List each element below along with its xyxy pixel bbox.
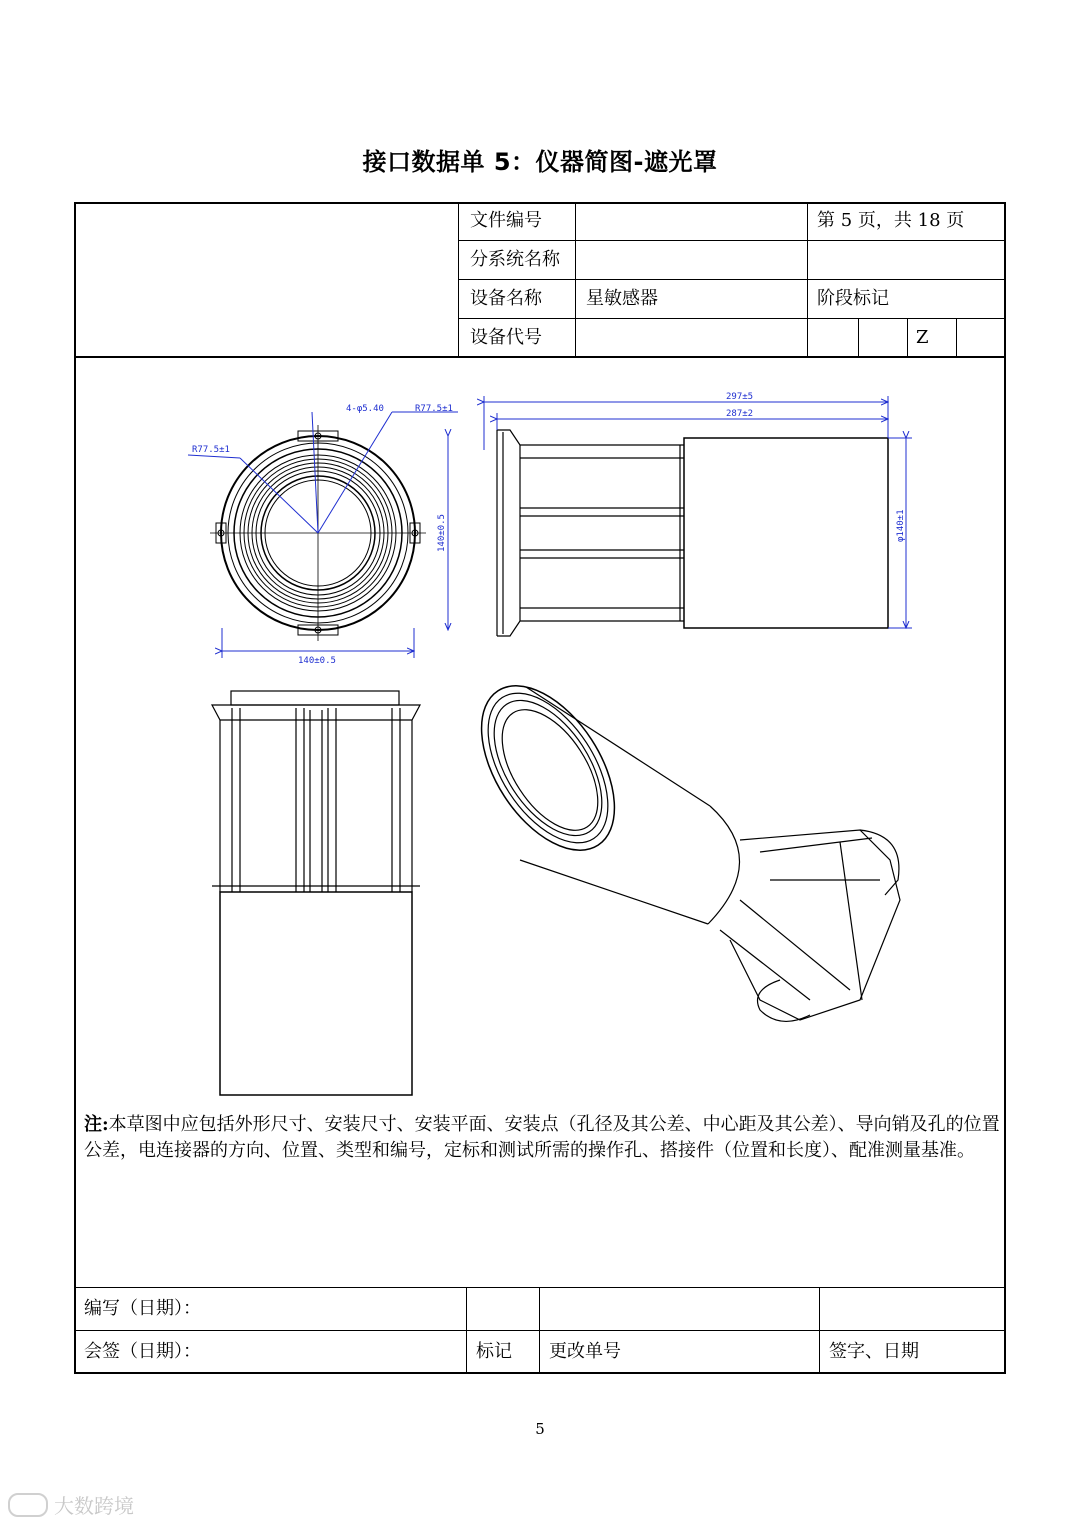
dim-r-left: R77.5±1 xyxy=(192,445,230,455)
writer-label: 编写（日期）： xyxy=(84,1298,201,1319)
footer-col-rule xyxy=(466,1287,467,1373)
device-code-label: 设备代号 xyxy=(470,327,542,348)
elevation-view xyxy=(212,691,420,1095)
footer-col-rule xyxy=(819,1287,820,1373)
stage-label: 阶段标记 xyxy=(817,288,889,309)
doc-no-label: 文件编号 xyxy=(470,210,542,231)
note xyxy=(84,1112,1000,1164)
watermark-text: 大数跨境 xyxy=(54,1494,134,1518)
stage-value: Z xyxy=(916,327,929,348)
page-number: 5 xyxy=(535,1420,545,1438)
device-name-value: 星敏感器 xyxy=(586,288,658,309)
footer-rule xyxy=(74,1330,1006,1331)
side-view-dimensions xyxy=(484,396,912,628)
subsystem-label: 分系统名称 xyxy=(470,249,560,270)
page-info: 第 5 页，共 18 页 xyxy=(817,210,965,231)
dim-diameter: φ140±1 xyxy=(896,509,906,542)
device-name-label: 设备名称 xyxy=(470,288,542,309)
change-no-label: 更改单号 xyxy=(549,1341,621,1362)
dim-r-right: R77.5±1 xyxy=(415,404,453,414)
dim-overall: 297±5 xyxy=(726,392,754,402)
note-label: 注: xyxy=(84,1114,109,1135)
isometric-view xyxy=(454,663,900,1022)
note-text: 本草图中应包括外形尺寸、安装尺寸、安装平面、安装点（孔径及其公差、中心距及其公差）、导向销及孔的位置公差，电连接器的方向、位置、类型和编号，定标和测试所需的操作孔、搭接件（位置和长度）、配准测量基准。 xyxy=(84,1114,1000,1161)
watermark xyxy=(8,1490,134,1519)
dim-height: 140±0.5 xyxy=(437,514,447,552)
watermark-logo-icon xyxy=(8,1493,48,1517)
page-title: 接口数据单 5：仪器简图-遮光罩 xyxy=(362,148,718,176)
footer-rule xyxy=(74,1287,1006,1288)
dim-holes: 4-φ5.40 xyxy=(346,404,384,414)
footer-col-rule xyxy=(539,1287,540,1373)
dim-length: 287±2 xyxy=(726,409,754,419)
sign-date-label: 签字、日期 xyxy=(829,1341,919,1362)
mark-label: 标记 xyxy=(476,1341,512,1362)
countersign-label: 会签（日期）： xyxy=(84,1341,201,1362)
dim-width: 140±0.5 xyxy=(298,656,336,666)
side-view xyxy=(497,430,888,636)
